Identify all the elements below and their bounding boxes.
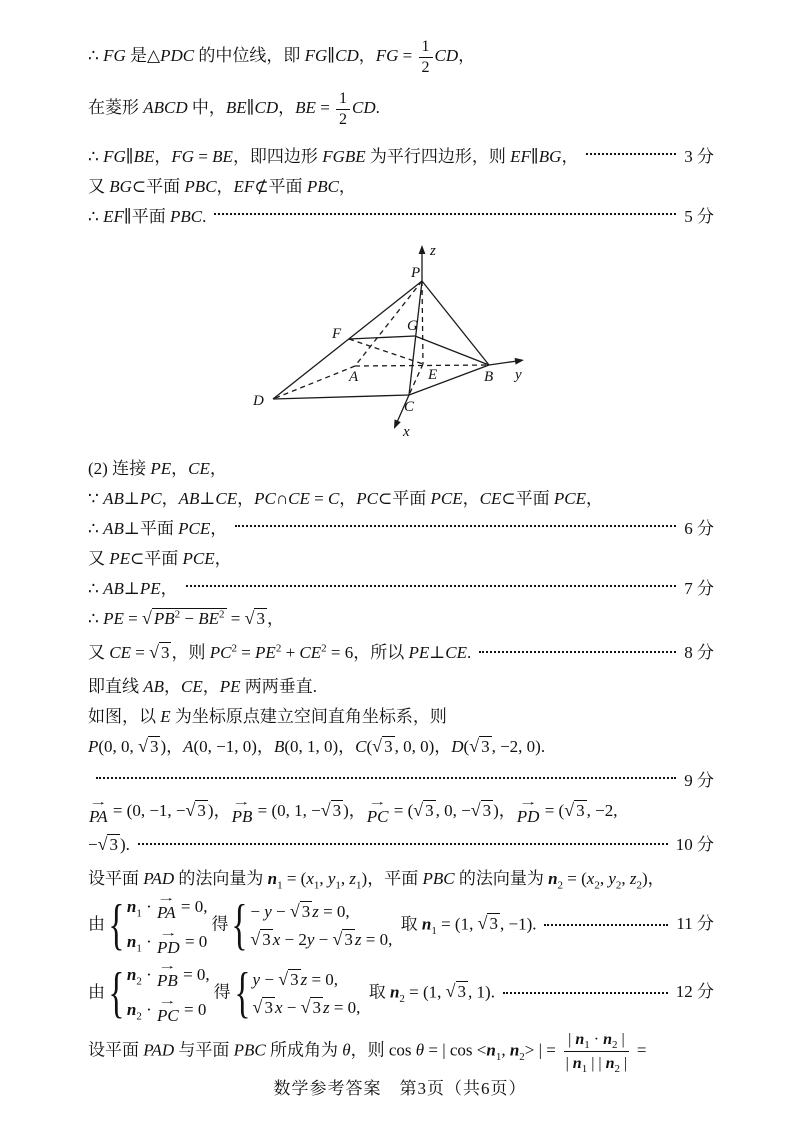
line-text: 在菱形 ABCD 中，BE∥CD，BE = $\frac{1}{2}$ CD.	[88, 90, 380, 128]
dot-leader	[503, 992, 668, 994]
text-line	[88, 604, 714, 638]
equation-system	[109, 894, 207, 957]
line-text: ∴ AB⊥PE，	[88, 579, 178, 598]
score-label: 3 分	[684, 147, 714, 166]
radical: √ 3	[97, 834, 118, 854]
text-line	[88, 142, 714, 172]
radical: √ 3	[250, 928, 271, 949]
axis-arrowhead-icon	[515, 358, 524, 365]
line-text: ∴ FG∥BE，FG = BE，即四边形 FGBE 为平行四边形，则 EF∥BG，	[88, 147, 579, 166]
line-text: (2) 连接 PE，CE，	[88, 459, 227, 478]
brace-icon: {	[108, 961, 125, 1024]
vector-PA: → PA	[88, 795, 108, 826]
line-text: ∴ AB⊥平面 PCE，	[88, 519, 228, 538]
equation-system	[231, 893, 393, 956]
line-text: 设平面 PAD 与平面 PBC 所成角为 θ，则 cos θ = | $\cos <n_1$, $n_2>$ | = $\frac{| n_1 \cdot n_2 |}{| n_1 | | n_2 |}$ =	[88, 1031, 647, 1076]
vertex-label-E: E	[428, 367, 438, 383]
vector-PA: → PA	[156, 892, 176, 922]
text-line	[88, 202, 714, 232]
radical: √ 3	[564, 800, 585, 820]
text-line	[88, 732, 714, 766]
brace-icon: {	[234, 961, 251, 1024]
equation-row: √ 3 x − √ 3 z = 0,	[252, 996, 361, 1017]
text-line	[88, 484, 714, 514]
score-label: 6 分	[684, 519, 714, 538]
dot-leader	[186, 585, 677, 587]
dot-leader	[214, 213, 676, 215]
equation-row: $n_2$ · → PC = 0	[126, 994, 207, 1025]
vector-arrow-icon: →	[368, 795, 387, 808]
equation-row: √ 3 x − 2y − √ 3 z = 0,	[250, 928, 393, 949]
radical: √ 3	[445, 981, 467, 1002]
text-line	[88, 172, 714, 202]
score-label: 5 分	[684, 207, 714, 226]
vector-arrow-icon: →	[159, 926, 178, 939]
text-line	[88, 830, 714, 864]
text-line	[88, 766, 714, 796]
brace-icon: {	[231, 893, 248, 956]
line-text: 由 { $n_2$ · → PB = 0, $n_2$ · → PC = 0 得 { y − √ 3 z = 0, √ 3 x − √ 3 z = 0, 取 $n_2 = (1$, √ 3 , 1).	[88, 960, 495, 1025]
line-text: 又 CE = √ 3 ，则 $PC^2 = PE^2 + CE^2 = 6$，所以 PE⊥CE.	[88, 642, 472, 662]
pyramid-diagram	[226, 238, 566, 443]
line-text: 又 PE⊂平面 PCE，	[88, 549, 232, 568]
equation-system	[109, 962, 210, 1025]
vector-PB: → PB	[157, 960, 178, 990]
dot-leader	[235, 525, 676, 527]
line-text: − √ 3 ).	[88, 834, 130, 854]
vector-arrow-icon: →	[158, 994, 178, 1007]
radical: √ 3	[252, 996, 273, 1017]
text-line	[88, 638, 714, 672]
dot-leader	[138, 843, 668, 845]
radical: √ 3	[278, 969, 299, 990]
vertex-label-F: F	[332, 326, 342, 342]
score-label: 8 分	[684, 643, 714, 662]
radical: √ 3	[289, 901, 311, 922]
line-text: 即直线 AB，CE，PE 两两垂直.	[88, 677, 318, 696]
line-text: ∴ EF∥平面 PBC.	[88, 207, 207, 226]
vector-arrow-icon: →	[158, 960, 177, 972]
text-line	[88, 38, 714, 90]
text-line	[88, 702, 714, 732]
radical: √ 3	[470, 800, 492, 820]
vector-PD: → PD	[516, 795, 540, 826]
line-text: ∵ AB⊥PC，AB⊥CE，PC∩CE = C，PC⊂平面 PCE，CE⊂平面 PCE，	[88, 489, 603, 508]
vector-arrow-icon: →	[518, 795, 538, 808]
vertex-label-B: B	[484, 369, 494, 385]
line-text: ∴ PE = √ $PB^2 - BE^2$ = √ 3 ，	[88, 608, 284, 628]
display-fraction: $\frac{| n_1 \cdot n_2 |}{| n_1 | | n_2 |}$	[565, 1031, 628, 1076]
vertex-label-C: C	[404, 399, 415, 415]
text-line	[88, 894, 714, 962]
fraction: $\frac{1}{2}$	[419, 38, 433, 76]
score-label: 9 分	[684, 771, 714, 790]
line-text: → PA = (0, −1, − √ 3 )， → PB = (0, 1, − √ 3 )， → PC = ( √ 3 , 0, − √ 3 )， → PD = ( √ 3 , −2,	[88, 795, 618, 826]
equation-row: $n_1$ · → PA = 0,	[126, 892, 208, 922]
radical: √ 3	[413, 800, 434, 820]
line-text: 又 BG⊂平面 PBC，EF⊄平面 PBC，	[88, 177, 356, 196]
radical: √ 3	[469, 736, 490, 756]
radical: √ 3	[185, 800, 206, 820]
fraction: $\frac{1}{2}$	[336, 90, 350, 128]
text-line	[88, 864, 714, 894]
page-footer: 数学参考答案 第3页（共6页）	[273, 1079, 527, 1098]
radical: √ 3	[138, 736, 159, 756]
text-line	[88, 672, 714, 702]
vector-arrow-icon: →	[88, 795, 108, 808]
radical: √ 3	[149, 642, 170, 662]
dot-leader	[96, 777, 676, 779]
radical: √ 3	[477, 913, 498, 934]
dot-leader	[544, 924, 668, 926]
text-line	[88, 514, 714, 544]
text-line	[88, 796, 714, 830]
vector-arrow-icon: →	[232, 795, 252, 808]
vertex-label-A: A	[349, 369, 359, 385]
line-text: 设平面 PAD 的法向量为 $n_1 = (x_1$, $y_1$, $z_1$)，平面 PBC 的法向量为 $n_2 = (x_2$, $y_2$, $z_2$)，	[88, 869, 665, 892]
axis-arrowhead-icon	[419, 245, 426, 254]
text-line	[88, 90, 714, 142]
vertex-label-G: G	[407, 318, 418, 334]
equation-row: y − √ 3 z = 0,	[252, 969, 339, 990]
brace-icon: {	[108, 893, 125, 956]
vector-PB: → PB	[231, 795, 253, 826]
dot-leader	[586, 153, 676, 155]
text-line	[88, 962, 714, 1030]
score-label: 10 分	[675, 835, 714, 854]
line-text: P(0, 0, √ 3 )，A(0, −1, 0)，B(0, 1, 0)，C( √ 3 , 0, 0)，D( √ 3 , −2, 0).	[88, 736, 546, 756]
equation-system	[234, 961, 361, 1024]
vector-arrow-icon: →	[156, 892, 176, 904]
line-text: 由 { $n_1$ · → PA = 0, $n_1$ · → PD = 0 得 { − y − √ 3 z = 0, √ 3 x − 2y − √ 3 z = 0, 取 $n_1 = (1$, √ 3 , −1).	[88, 892, 537, 957]
axis-label-y: y	[515, 367, 522, 383]
line-text: ∴ FG 是△PDC 的中位线，即 FG∥CD，FG = $\frac{1}{2}$ CD，	[88, 38, 476, 76]
axis-arrowhead-icon	[394, 419, 401, 429]
score-label: 11 分	[676, 914, 714, 934]
vertex-label-P: P	[411, 265, 421, 281]
geometry-figure	[226, 238, 714, 448]
vector-PC: → PC	[366, 795, 389, 826]
score-label: 12 分	[675, 982, 714, 1002]
radical: √ 3	[332, 928, 353, 949]
axis-label-z: z	[430, 243, 436, 259]
equation-row: $n_1$ · → PD = 0	[126, 926, 208, 957]
text-line	[88, 544, 714, 574]
axis-label-x: x	[403, 424, 410, 440]
answer-content	[88, 38, 714, 1084]
dot-leader	[479, 651, 676, 653]
text-line	[88, 454, 714, 484]
radical: √ 3	[300, 996, 321, 1017]
equation-row: − y − √ 3 z = 0,	[250, 901, 350, 922]
radical: √ 3	[320, 800, 342, 820]
line-text: 如图，以 E 为坐标原点建立空间直角坐标系，则	[88, 707, 447, 726]
vector-PC: → PC	[157, 994, 179, 1025]
radical: √ 3	[244, 608, 265, 628]
vertex-label-D: D	[253, 393, 264, 409]
radical: √ 3	[372, 736, 393, 756]
text-line	[88, 574, 714, 604]
vector-PD: → PD	[157, 926, 180, 957]
score-label: 7 分	[684, 579, 714, 598]
equation-row: $n_2$ · → PB = 0,	[126, 960, 210, 990]
radical: √ $PB^2 - BE^2$	[141, 608, 225, 628]
